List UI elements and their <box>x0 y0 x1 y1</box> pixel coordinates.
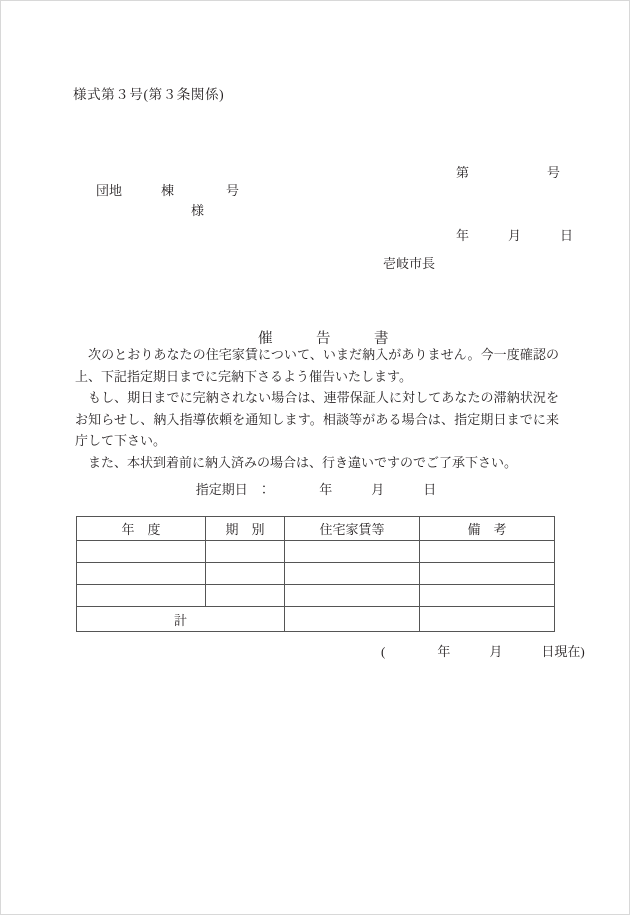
document-number-line: 第 号 <box>456 165 561 180</box>
table-cell-rent[interactable] <box>285 563 420 585</box>
table-total-row <box>77 607 555 632</box>
table-cell-term[interactable] <box>206 585 285 607</box>
table-header-year: 年 度 <box>77 517 206 541</box>
table-total-rent[interactable] <box>285 607 420 632</box>
rent-arrears-table <box>76 516 555 632</box>
as-of-date-note: ( 年 月 日現在) <box>381 644 585 659</box>
table-cell-note[interactable] <box>420 585 555 607</box>
addressee-address-line: 団地 棟 号 <box>96 183 240 198</box>
body-paragraph-1: 次のとおりあなたの住宅家賃について、いまだ納入がありません。今一度確認の上、下記指定期日までに完納下さるよう催告いたします。 <box>75 347 559 384</box>
table-cell-rent[interactable] <box>285 585 420 607</box>
addressee-honorific: 様 <box>191 203 205 218</box>
table-header-row <box>77 517 555 541</box>
body-text <box>75 344 559 473</box>
table-row <box>77 585 555 607</box>
table-cell-rent[interactable] <box>285 541 420 563</box>
table-cell-term[interactable] <box>206 541 285 563</box>
page-title-text: 催 告 書 <box>258 331 389 347</box>
table-cell-note[interactable] <box>420 541 555 563</box>
table-cell-year[interactable] <box>77 563 206 585</box>
table-header-note: 備 考 <box>420 517 555 541</box>
document-meta <box>456 120 573 288</box>
due-date-line: 指定期日 ： 年 月 日 <box>195 482 437 497</box>
document-date-line: 年 月 日 <box>456 228 574 243</box>
body-paragraph-3: また、本状到着前に納入済みの場合は、行き違いですのでご了承下さい。 <box>88 454 518 470</box>
table-header-rent: 住宅家賃等 <box>285 517 420 541</box>
issuer-name: 壱岐市長 <box>383 256 436 271</box>
table-row <box>77 563 555 585</box>
table-cell-term[interactable] <box>206 563 285 585</box>
table-cell-year[interactable] <box>77 585 206 607</box>
table-row <box>77 541 555 563</box>
table-total-label: 計 <box>77 607 285 632</box>
body-paragraph-2: もし、期日までに完納されない場合は、連帯保証人に対してあなたの滞納状況をお知らせし、納入指導依頼を通知します。相談等がある場合は、指定期日までに来庁して下さい。 <box>75 390 559 448</box>
table-total-note[interactable] <box>420 607 555 632</box>
table-cell-note[interactable] <box>420 563 555 585</box>
table-header-term: 期 別 <box>206 517 285 541</box>
form-number: 様式第３号(第３条関係) <box>73 87 225 102</box>
table-cell-year[interactable] <box>77 541 206 563</box>
